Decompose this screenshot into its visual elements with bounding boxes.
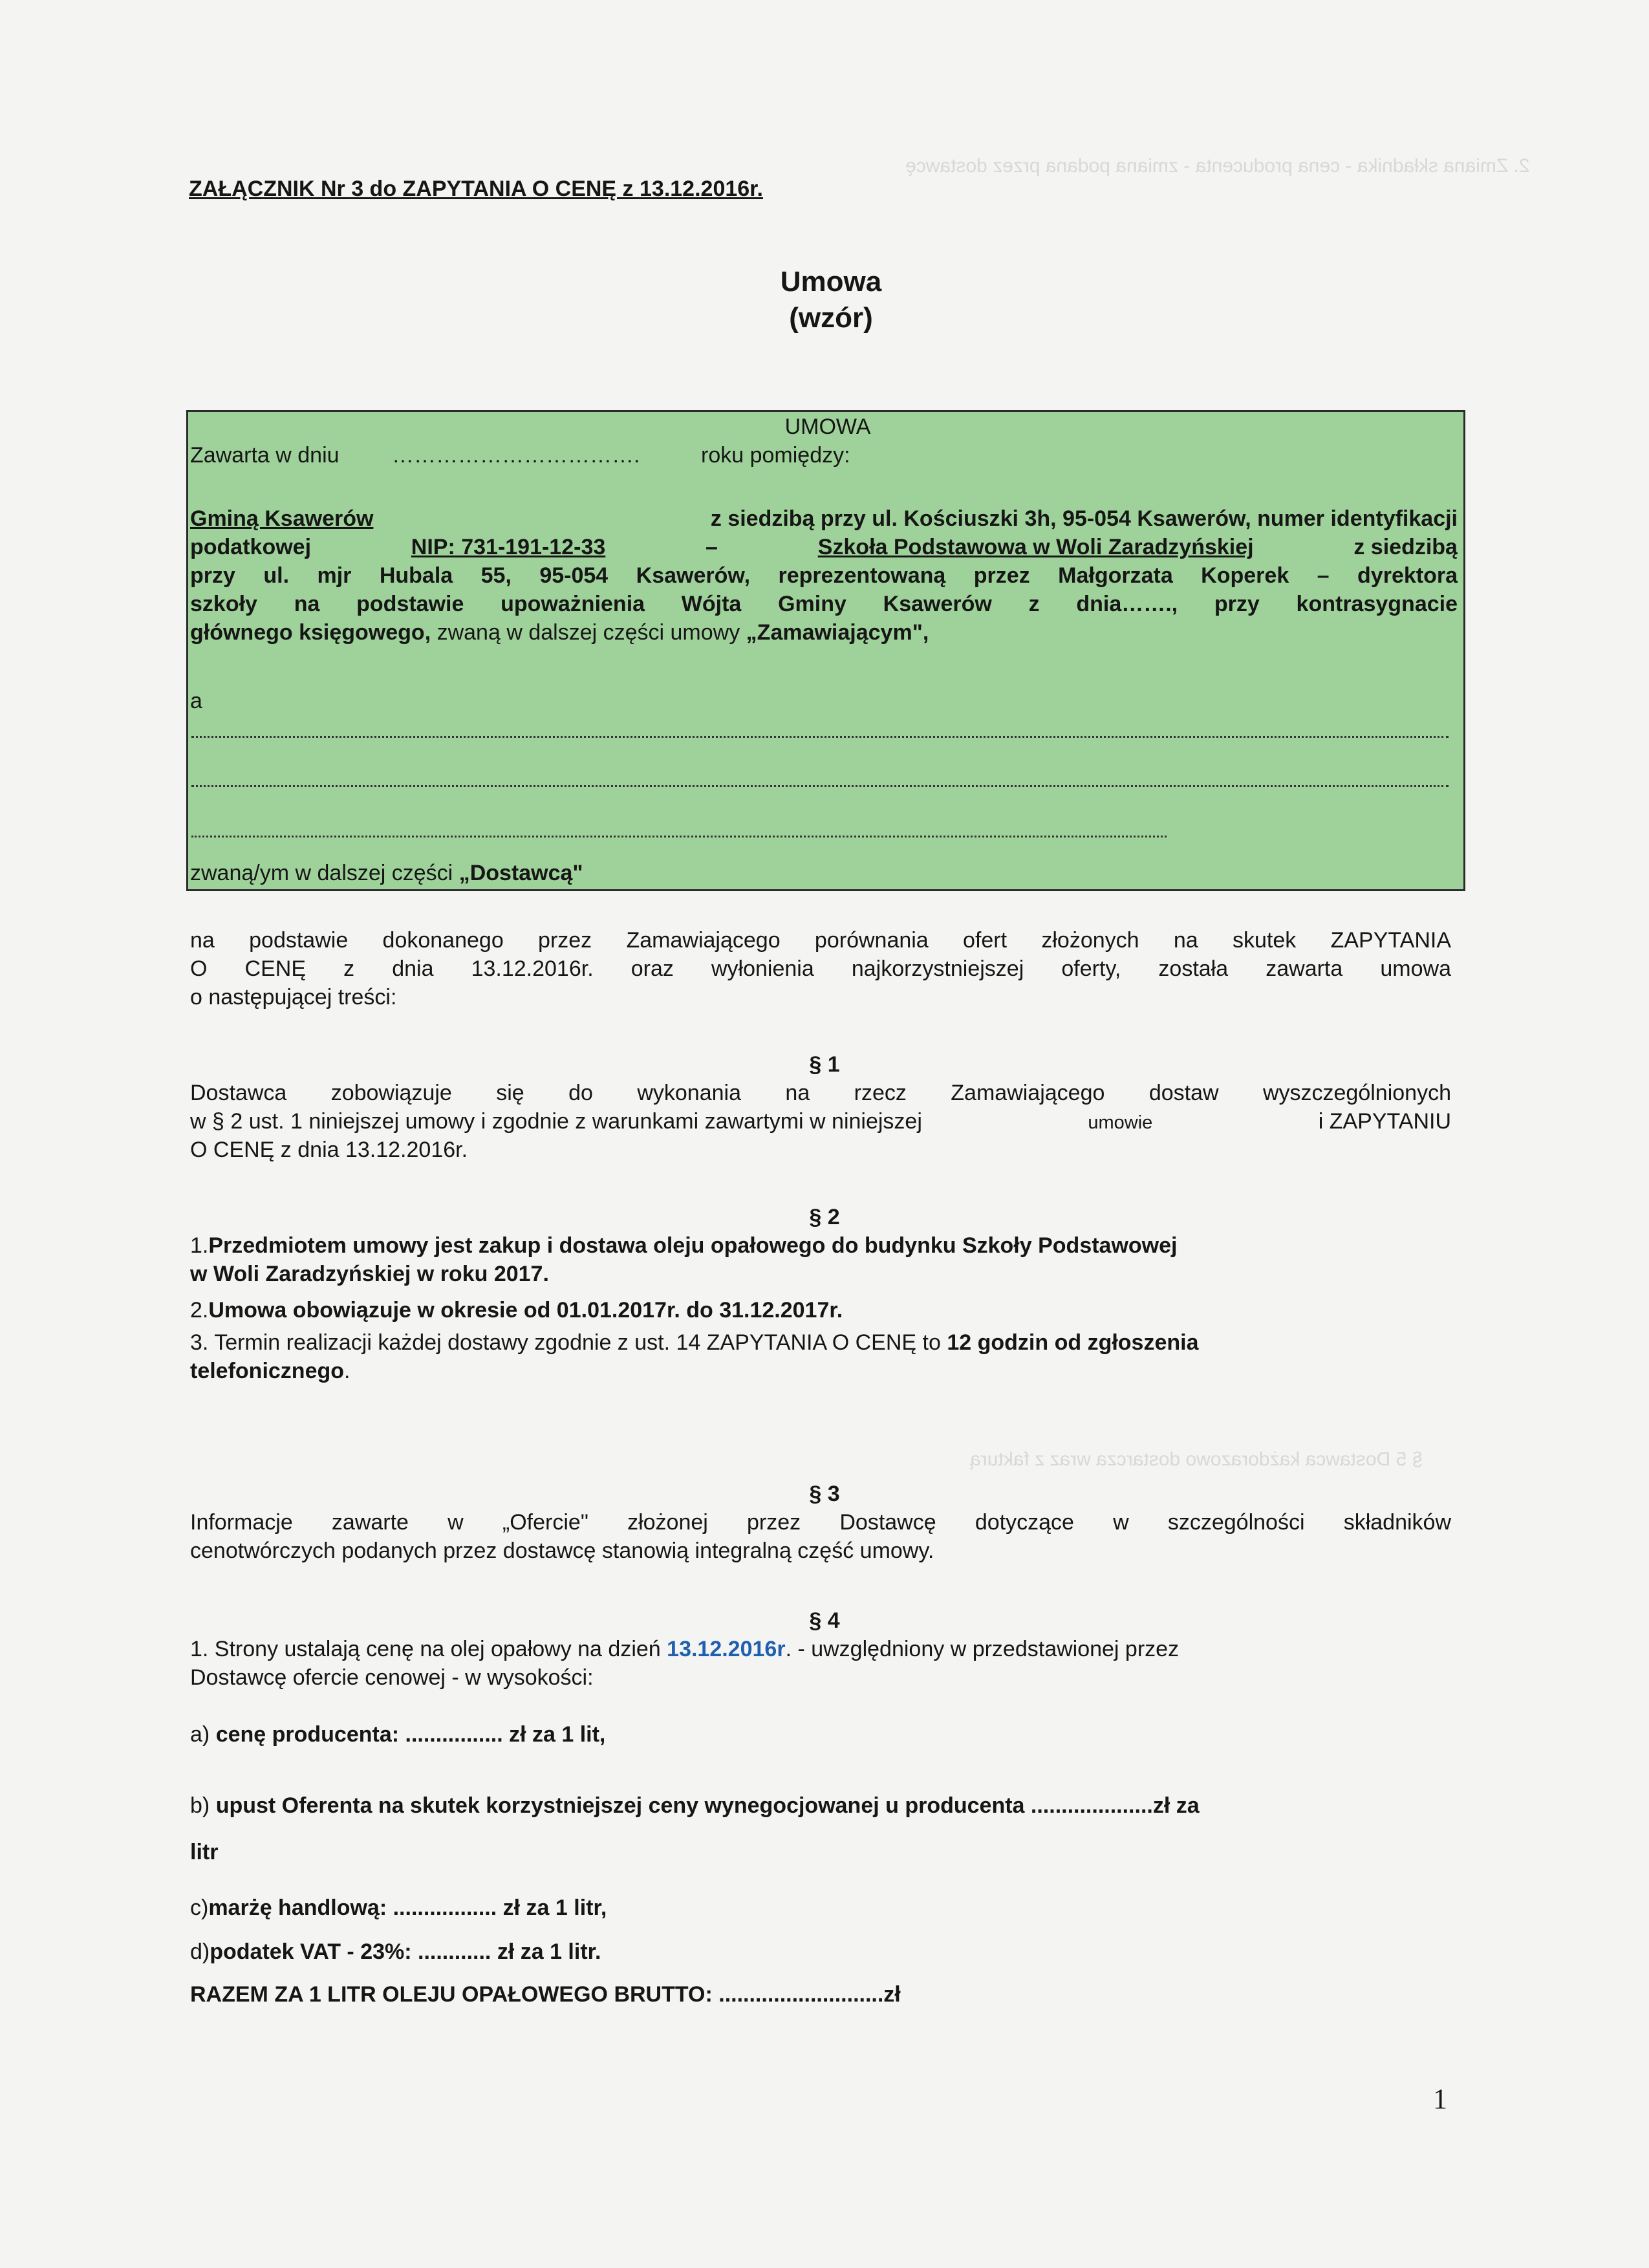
price-total: RAZEM ZA 1 LITR OLEJU OPAŁOWEGO BRUTTO: ...........................zł — [190, 1982, 901, 2007]
supplier-definition: zwaną/ym w dalszej części „Dostawcą" — [190, 861, 583, 885]
date-prefix: Zawarta w dniu — [190, 443, 339, 468]
document-title: Umowa — [780, 266, 882, 297]
date-suffix: roku pomiędzy: — [701, 443, 850, 468]
section-1-heading: § 1 — [809, 1052, 840, 1077]
conjunction-a: a — [190, 689, 202, 713]
price-item-b: b) upust Oferenta na skutek korzystniejszej ceny wynegocjowanej u producenta ....................zł za — [190, 1793, 1200, 1818]
party-line-3: przy ul. mjr Hubala 55, 95-054 Ksawerów, reprezentowaną przez Małgorzata Koperek – dyrektora — [190, 563, 1458, 588]
price-item-c: c)marżę handlową: ................. zł za 1 litr, — [190, 1895, 607, 1920]
section-2-item-1: 1.Przedmiotem umowy jest zakup i dostawa oleju opałowego do budynku Szkoły Podstawowej — [190, 1233, 1178, 1258]
section-1-line-1: Dostawca zobowiązuje się do wykonania na rzecz Zamawiającego dostaw wyszczególnionych — [190, 1081, 1451, 1105]
section-3-line-2: cenotwórczych podanych przez dostawcę stanowią integralną część umowy. — [190, 1539, 934, 1563]
date-placeholder: ……………………………. — [392, 443, 640, 468]
party-line-1 — [190, 506, 1458, 532]
section-4-line-2: Dostawcę ofercie cenowej - w wysokości: — [190, 1665, 594, 1690]
attachment-header: ZAŁĄCZNIK Nr 3 do ZAPYTANIA O CENĘ z 13.12.2016r. — [189, 177, 763, 201]
price-item-d: d)podatek VAT - 23%: ............ zł za 1 litr. — [190, 1939, 601, 1964]
section-2-item-3-cont: telefonicznego. — [190, 1359, 350, 1383]
supplier-blank-line — [191, 836, 1167, 837]
section-2-item-3: 3. Termin realizacji każdej dostawy zgodnie z ust. 14 ZAPYTANIA O CENĘ to 12 godzin od zgłoszenia — [190, 1330, 1199, 1355]
nip: NIP: 731-191-12-33 — [411, 535, 606, 559]
bleed-through-text: 2. Zmiana składnika - cena producenta - zmiana podana przez dostawcę — [905, 155, 1530, 177]
section-2-item-2: 2.Umowa obowiązuje w okresie od 01.01.2017r. do 31.12.2017r. — [190, 1298, 843, 1323]
party-line-5: głównego księgowego, zwaną w dalszej części umowy „Zamawiającym", — [190, 620, 929, 645]
party-address: z siedzibą przy ul. Kościuszki 3h, 95-054 Ksawerów, numer identyfikacji — [710, 506, 1458, 531]
section-4-heading: § 4 — [809, 1608, 840, 1633]
intro-line-1: na podstawie dokonanego przez Zamawiającego porównania ofert złożonych na skutek ZAPYTANIA — [190, 928, 1451, 953]
supplier-blank-line — [191, 736, 1449, 738]
price-date: 13.12.2016r — [667, 1637, 786, 1661]
price-item-a: a) cenę producenta: ................ zł za 1 lit, — [190, 1722, 606, 1747]
section-3-heading: § 3 — [809, 1482, 840, 1506]
price-item-b-cont: litr — [190, 1840, 219, 1864]
page-number: 1 — [1433, 2083, 1447, 2115]
section-2-heading: § 2 — [809, 1205, 840, 1229]
section-1-line-2: w § 2 ust. 1 niniejszej umowy i zgodnie z warunkami zawartymi w niniejszej umowie i ZAPYTANIU — [190, 1109, 1451, 1134]
intro-line-2: O CENĘ z dnia 13.12.2016r. oraz wyłonienia najkorzystniejszej oferty, została zawarta umowa — [190, 956, 1451, 981]
bleed-through-text: § 5 Dostawca każdorazowo dostarcza wraz z fakturą — [970, 1449, 1423, 1470]
box-heading: UMOWA — [784, 415, 871, 439]
section-1-line-3: O CENĘ z dnia 13.12.2016r. — [190, 1138, 468, 1162]
party-line-4: szkoły na podstawie upoważnienia Wójta Gminy Ksawerów z dnia……., przy kontrasygnacie — [190, 592, 1458, 616]
contract-parties-box — [186, 410, 1465, 891]
section-4-line-1: 1. Strony ustalają cenę na olej opałowy na dzień 13.12.2016r. - uwzględniony w przedstawionej przez — [190, 1637, 1180, 1661]
school-name: Szkoła Podstawowa w Woli Zaradzyńskiej — [817, 535, 1254, 559]
document-subtitle: (wzór) — [789, 302, 873, 334]
party-line-2: podatkowej NIP: 731-191-12-33 – Szkoła Podstawowa w Woli Zaradzyńskiej z siedzibą — [190, 535, 1458, 559]
intro-line-3: o następującej treści: — [190, 985, 397, 1010]
section-3-line-1: Informacje zawarte w „Ofercie" złożonej przez Dostawcę dotyczące w szczególności składników — [190, 1510, 1451, 1535]
party-name: Gminą Ksawerów — [190, 506, 374, 531]
supplier-blank-line — [191, 785, 1449, 787]
section-2-item-1-cont: w Woli Zaradzyńskiej w roku 2017. — [190, 1262, 549, 1286]
